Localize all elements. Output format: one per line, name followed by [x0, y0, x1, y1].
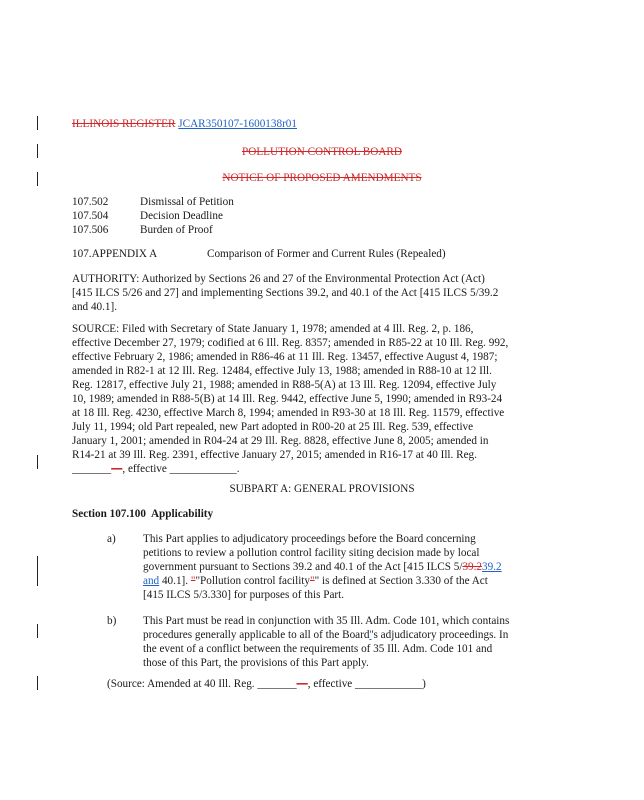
appendix-title: Comparison of Former and Current Rules (Repealed) — [207, 248, 446, 260]
change-bar — [37, 556, 38, 586]
section-source-note: (Source: Amended at 40 Ill. Reg. _______—, effective ____________) — [107, 678, 426, 690]
change-bar — [37, 624, 38, 638]
subsection-label: a) — [107, 533, 116, 545]
change-bar — [37, 116, 38, 130]
toc-num: 107.506 — [72, 224, 109, 236]
notice-header: NOTICE OF PROPOSED AMENDMENTS — [222, 172, 422, 184]
change-bar — [37, 455, 38, 469]
board-header: POLLUTION CONTROL BOARD — [242, 146, 402, 158]
toc-num: 107.504 — [72, 210, 109, 222]
toc-title: Burden of Proof — [140, 224, 213, 236]
subsection-a-text: This Part applies to adjudicatory proceedings before the Board concerning petitions to review a pollution control facility siting decision made by local government pursuant to Sections 39.2 and 40.1 of the Act [415 ILCS 5/39.239.2 and 40.1]. ""Pollution control facility"" is defined at Section 3.330 of the Act [415 ILCS 5/3.330] for purposes of this Part. — [143, 533, 502, 601]
change-bar — [37, 676, 38, 690]
source-note: SOURCE: Filed with Secretary of State January 1, 1978; amended at 4 Ill. Reg. 2, p. 186, effective December 27, 1979; codified at 6 Ill. Reg. 8357; amended in R85-22 at 10 Ill. Reg. 992, effective February 2, 1986; amended in R86-46 at 11 Ill. Reg. 13457, effective August 4, 1987; amended in R82-1 at 12 Ill. Reg. 12484, effective July 13, 1988; amended in R88-10 at 12 Ill. Reg. 12817, effective July 21, 1988; amended in R88-5(A) at 13 Ill. Reg. 12094, effective July 10, 1989; amended in R88-5(B) at 14 Ill. Reg. 9442, effective June 5, 1990; amended in R93-24 at 18 Ill. Reg. 4230, effective March 8, 1994; amended in R93-30 at 18 Ill. Reg. 11579, effective July 11, 1994; old Part repealed, new Part adopted in R00-20 at 25 Ill. Reg. 539, effective January 1, 2001; amended in R04-24 at 29 Ill. Reg. 8828, effective June 8, 2005; amended in R14-21 at 39 Ill. Reg. 2391, effective January 27, 2015; amended in R16-17 at 40 Ill. Reg. _______—, effective ____________. — [72, 323, 509, 475]
subsection-label: b) — [107, 615, 117, 627]
toc-title: Dismissal of Petition — [140, 196, 234, 208]
register-header — [72, 117, 297, 131]
toc-title: Decision Deadline — [140, 210, 223, 222]
subpart-heading: SUBPART A: GENERAL PROVISIONS — [229, 483, 415, 495]
subsection-b-text: This Part must be read in conjunction with 35 Ill. Adm. Code 101, which contains procedures generally applicable to all of the Board''s adjudicatory proceedings. In the event of a conflict between the requirements of 35 Ill. Adm. Code 101 and those of this Part, the provisions of this Part apply. — [143, 615, 510, 669]
authority-note: AUTHORITY: Authorized by Sections 26 and 27 of the Environmental Protection Act (Act) [415 ILCS 5/26 and 27] and implementing Sections 39.2, and 40.1 of the Act [415 ILCS 5/39.2 and 40.1]. — [72, 273, 499, 313]
jcar-inserted: JCAR350107-1600138r01 — [178, 118, 297, 130]
appendix-num: 107.APPENDIX A — [72, 248, 158, 260]
register-deleted: ILLINOIS REGISTER — [72, 118, 176, 130]
toc-num: 107.502 — [72, 196, 109, 208]
section-heading: Section 107.100 Applicability — [72, 508, 214, 520]
